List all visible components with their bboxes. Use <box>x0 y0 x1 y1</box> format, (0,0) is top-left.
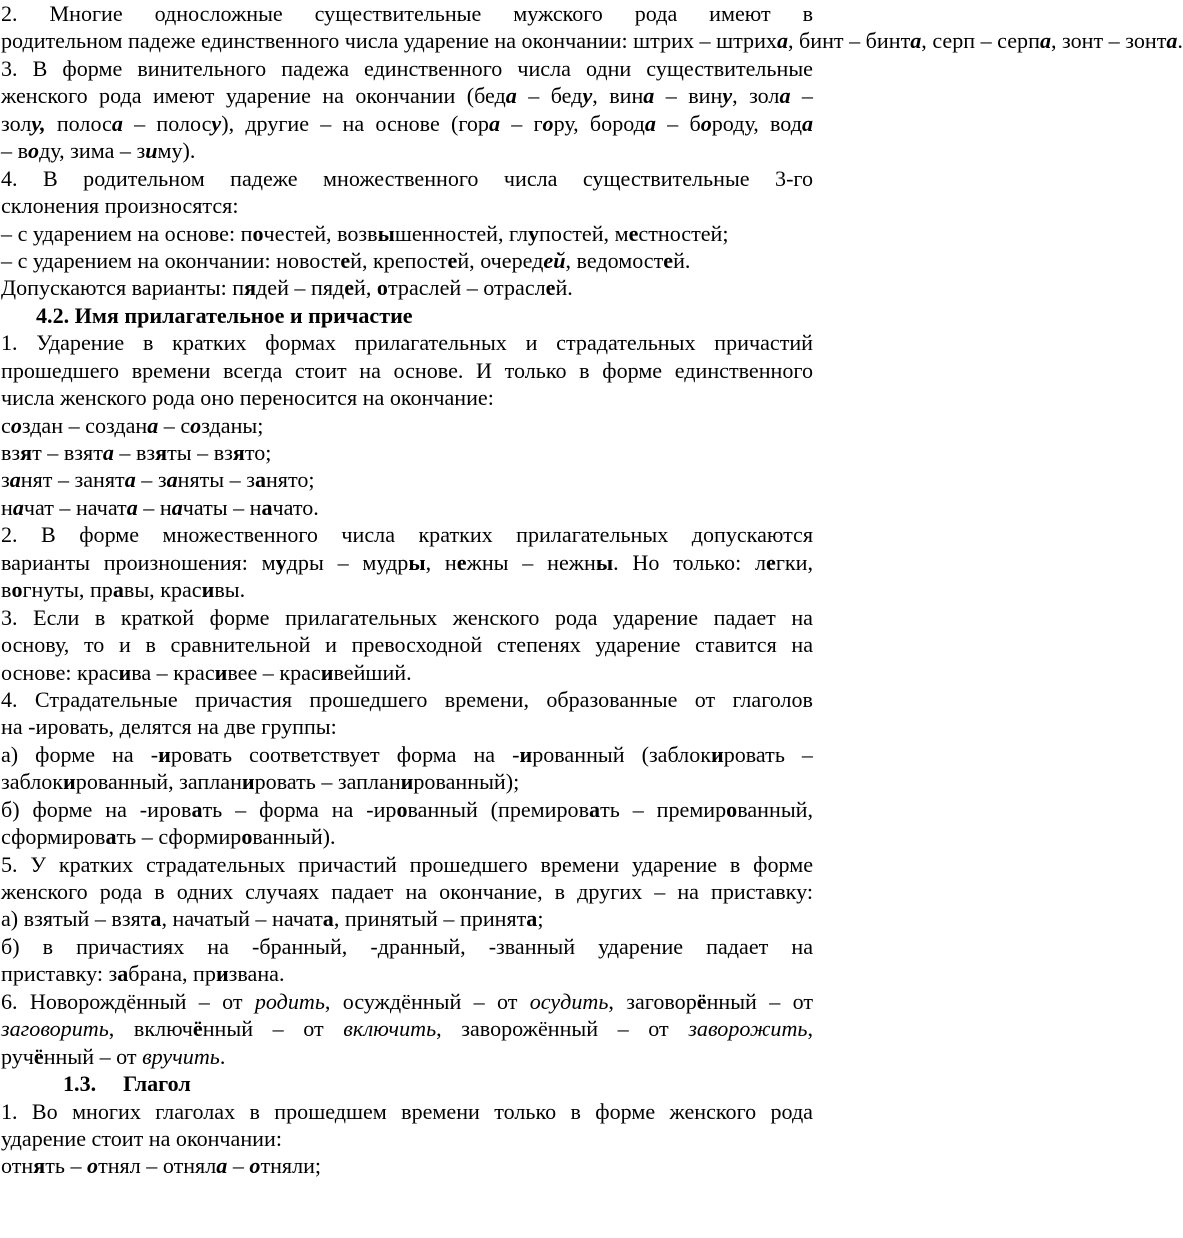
text-line <box>1 686 813 713</box>
text-run: родительном падеже единственного числа ударение на окончании: штрих – <box>1 28 717 54</box>
text-run: а) взятый – взят <box>1 906 151 932</box>
text-run: – з <box>135 467 167 493</box>
stressed-text: а <box>124 467 136 493</box>
text-run: , заговор <box>608 988 697 1014</box>
text-run: с <box>1 412 11 438</box>
text-run: 6. Новорождённый – от <box>1 988 255 1014</box>
text-run: , включ <box>108 1016 193 1042</box>
stressed-text: у <box>722 83 733 109</box>
stressed-text: 1.3. <box>63 1071 97 1097</box>
stressed-text: ё <box>33 1043 44 1069</box>
stressed-text: и <box>158 741 171 767</box>
text-run: тнял – отнял <box>98 1153 217 1179</box>
stressed-text: а <box>126 494 138 520</box>
text-run: ударение стоит на окончании: <box>1 1125 282 1151</box>
text-run: , серп – серп <box>921 28 1040 54</box>
stressed-text: а <box>322 906 334 932</box>
text-run: на -ировать, делятся на две группы: <box>1 714 337 740</box>
text-run: траслей – отрасл <box>387 275 546 301</box>
stressed-text: а <box>191 796 203 822</box>
text-run: , вин <box>592 83 644 109</box>
text-run: жны – нежн <box>466 549 596 575</box>
text-run: рованный (заблок <box>532 741 711 767</box>
text-run: – вин <box>654 83 723 109</box>
text-line <box>1 0 813 27</box>
text-line <box>1 1043 813 1070</box>
stressed-text: о <box>28 138 40 164</box>
stressed-text: о <box>542 110 554 136</box>
stressed-text: о <box>87 1153 99 1179</box>
stressed-text: вручить <box>142 1043 220 1069</box>
stressed-text: и <box>400 769 414 795</box>
text-run: му). <box>157 138 196 164</box>
text-run: ть – форма на -ир <box>202 796 397 822</box>
stressed-text: о <box>700 110 712 136</box>
text-line <box>1 412 813 439</box>
text-run: нято; <box>265 467 315 493</box>
text-run: б) в причастиях на -бранный, -дранный, -званный ударение падает на <box>1 933 813 959</box>
text-run: руч <box>1 1043 34 1069</box>
stressed-text: а <box>150 906 162 932</box>
text-run: ; <box>537 906 544 932</box>
text-line <box>1 1015 813 1042</box>
text-run: гки, <box>775 549 813 575</box>
text-run: гнуты, пр <box>22 577 113 603</box>
text-run: – с ударением на окончании: новост <box>1 247 341 273</box>
text-run: й, <box>354 275 377 301</box>
text-run: 3. Если в краткой форме прилагательных женского рода ударение падает на <box>1 604 813 630</box>
text-run: – с ударением на основе: п <box>1 220 253 246</box>
text-run: зол <box>1 110 32 136</box>
text-run: рованный, заплан <box>75 769 242 795</box>
stressed-text: е <box>340 247 351 273</box>
text-line <box>1 960 813 987</box>
text-run: ровать – <box>723 741 813 767</box>
stressed-text: у, <box>31 110 46 136</box>
stressed-text: а <box>505 83 517 109</box>
text-line <box>1 439 813 466</box>
text-run: 1. Во многих глаголах в прошедшем времени только в форме женского рода <box>1 1098 813 1124</box>
text-line <box>1 137 813 164</box>
text-run: – полос <box>122 110 212 136</box>
stressed-text: е <box>447 247 458 273</box>
text-run: ванный (премиров <box>407 796 590 822</box>
stressed-text: ей <box>543 247 566 273</box>
text-line <box>1 933 813 960</box>
text-run: 5. У кратких страдательных причастий прошедшего времени ударение в форме <box>1 851 813 877</box>
text-line <box>1 713 813 740</box>
stressed-text: о <box>190 412 202 438</box>
text-run: в <box>1 577 12 603</box>
stressed-text: а <box>12 494 24 520</box>
text-line <box>1 165 813 192</box>
text-line <box>1 549 813 576</box>
text-line <box>1 988 813 1015</box>
text-run: заблок <box>1 769 64 795</box>
stressed-text: я <box>33 1153 46 1179</box>
stressed-text: е <box>344 275 355 301</box>
text-run: шенностей, гл <box>394 220 528 246</box>
stressed-text: и <box>215 961 229 987</box>
text-run: ванный). <box>252 824 336 850</box>
text-run: стностей; <box>638 220 729 246</box>
text-run: чато. <box>272 494 319 520</box>
text-run: н <box>1 494 13 520</box>
stressed-text: Глагол <box>123 1071 191 1097</box>
stressed-text: и <box>214 659 228 685</box>
text-run: ванный, <box>737 796 814 822</box>
stressed-text: и <box>241 769 255 795</box>
text-run: – г <box>500 110 543 136</box>
text-run: отн <box>1 1153 34 1179</box>
text-run: , начатый – начат <box>161 906 323 932</box>
text-line <box>1 329 813 356</box>
stressed-text: а <box>488 110 500 136</box>
text-run: 2. Многие односложные существительные мужского рода имеют в <box>1 1 813 26</box>
stressed-text: ы <box>595 549 614 575</box>
stressed-text: я <box>20 440 33 465</box>
text-run: нный – от <box>43 1043 143 1069</box>
text-run: звана. <box>228 961 285 987</box>
text-run: постей, м <box>539 220 629 246</box>
text-run: ровать – заплан <box>254 769 401 795</box>
stressed-text: ё <box>696 988 707 1014</box>
stressed-text: а <box>216 1153 228 1179</box>
text-line <box>1 1152 813 1179</box>
text-run: , <box>807 1016 814 1042</box>
stressed-text: включить <box>343 1016 437 1042</box>
text-run: , зонт – зонт <box>1050 28 1167 54</box>
text-run: прошедшего времени всегда стоит на основе. И только в форме единственного <box>1 357 813 383</box>
text-run: Допускаются варианты: п <box>1 275 245 301</box>
stressed-text: и <box>145 138 158 164</box>
text-run: 4. В родительном падеже множественного числа существительные 3-го <box>1 165 813 191</box>
stressed-text: и <box>201 577 215 603</box>
text-run: 1. Ударение в кратких формах прилагательных и страдательных причастий <box>1 330 813 356</box>
text-line <box>1 384 813 411</box>
text-run: , ведомост <box>565 247 664 273</box>
section-heading <box>1 1070 813 1097</box>
text-run: т – взят <box>32 440 103 465</box>
stressed-text: а <box>105 824 117 850</box>
text-run: честей, возв <box>263 220 378 246</box>
text-line <box>1 82 813 109</box>
text-run: здан – создан <box>21 412 148 438</box>
text-run: – б <box>655 110 701 136</box>
text-run: склонения произносятся: <box>1 193 239 219</box>
text-run: вы, крас <box>123 577 202 603</box>
text-line <box>1 796 813 823</box>
stressed-text: о <box>10 412 22 438</box>
text-line <box>1 905 813 932</box>
text-run: й, крепост <box>350 247 448 273</box>
stressed-text: о <box>241 824 253 850</box>
stressed-text: а <box>261 494 273 520</box>
text-line <box>1 220 813 247</box>
stressed-text: а <box>111 110 123 136</box>
text-run: , бинт – бинт <box>788 28 911 54</box>
text-run: , заворожённый – от <box>436 1016 689 1042</box>
text-run: тняли; <box>260 1153 322 1179</box>
stressed-text: а <box>112 577 124 603</box>
text-line <box>1 823 813 850</box>
text-run: то; <box>244 440 272 465</box>
section-heading <box>1 302 813 329</box>
text-run: полос <box>45 110 112 136</box>
text-run: дей – пяд <box>256 275 345 301</box>
stressed-text: у <box>275 549 287 575</box>
stressed-text: у <box>582 83 593 109</box>
stressed-text: заговорить <box>1 1016 109 1042</box>
stressed-text: ё <box>192 1016 203 1042</box>
text-run: , н <box>425 549 457 575</box>
text-line <box>1 466 813 493</box>
text-run: няты – з <box>177 467 255 493</box>
text-run: ты – вз <box>167 440 233 465</box>
text-run: . <box>219 1043 226 1069</box>
text-run: вы. <box>214 577 246 603</box>
text-line <box>1 27 1183 54</box>
text-run: б) форме на -иров <box>1 796 192 822</box>
stressed-text: о <box>376 275 388 301</box>
stressed-text: а <box>589 796 601 822</box>
text-run: 2. В форме множественного числа кратких прилагательных допускаются <box>1 522 813 548</box>
text-run: а) форме на - <box>1 741 159 767</box>
text-run: женского рода имеют ударение на окончании (бед <box>1 83 506 109</box>
text-run: й. <box>555 275 573 301</box>
text-run: – н <box>137 494 172 520</box>
text-run: – <box>790 83 813 109</box>
stressed-text: а <box>102 440 114 465</box>
stressed-text: а <box>801 110 814 136</box>
stressed-text: а <box>117 961 129 987</box>
text-run: й, очеред <box>457 247 544 273</box>
stressed-text: и <box>710 741 724 767</box>
text-line <box>1 576 813 603</box>
stressed-text: у <box>211 110 222 136</box>
text-run: 4. Страдательные причастия прошедшего времени, образованные от глаголов <box>1 686 813 712</box>
stressed-text: е <box>456 549 467 575</box>
text-line <box>1 494 813 521</box>
stressed-text: осудить <box>529 988 609 1014</box>
text-run: брана, пр <box>128 961 216 987</box>
text-run: вее – крас <box>227 659 321 685</box>
text-run: . <box>1177 28 1183 54</box>
stressed-text: о <box>396 796 408 822</box>
stressed-text: а <box>644 110 656 136</box>
stressed-text: о <box>249 1153 261 1179</box>
stressed-text: а <box>171 494 183 520</box>
text-line <box>1 741 813 768</box>
text-run: основе: крас <box>1 659 119 685</box>
text-run: ть – премир <box>600 796 727 822</box>
stressed-text: а <box>643 83 655 109</box>
text-run: роду, вод <box>711 110 802 136</box>
stressed-text: о <box>252 220 264 246</box>
text-line <box>1 247 813 274</box>
text-run: , осуждённый – от <box>324 988 530 1014</box>
stressed-text: я <box>155 440 168 465</box>
text-run: приставку: з <box>1 961 118 987</box>
stressed-text: а <box>166 467 178 493</box>
text-run: рованный); <box>413 769 520 795</box>
text-run: зданы; <box>201 412 264 438</box>
text-run: – <box>227 1153 250 1179</box>
text-run: нный – от <box>202 1016 344 1042</box>
text-run: нный – от <box>706 988 814 1014</box>
stressed-text: и <box>63 769 76 795</box>
text-run: , принятый – принят <box>333 906 527 932</box>
stressed-text: я <box>232 440 245 465</box>
text-run: женского рода в одних случаях падает на окончание, в других – на приставку: <box>1 879 813 904</box>
text-run: числа женского рода оно переносится на окончание: <box>1 385 494 411</box>
stressed-text: и <box>519 741 533 767</box>
text-run: чат – начат <box>23 494 127 520</box>
stressed-text: о <box>11 577 23 603</box>
text-line <box>1 851 813 878</box>
stressed-text: а <box>526 906 538 932</box>
stressed-text: а <box>776 28 788 54</box>
stressed-text: а <box>779 83 791 109</box>
text-line <box>1 357 813 384</box>
text-run: вз <box>1 440 21 465</box>
stressed-text: е <box>663 247 674 273</box>
text-run: . Но только: л <box>613 549 767 575</box>
text-line <box>1 192 813 219</box>
stressed-text: у <box>528 220 540 246</box>
text-run: ), другие – на основе (гор <box>221 110 489 136</box>
stressed-text: а <box>254 467 266 493</box>
stressed-text: заворожить <box>688 1016 808 1042</box>
text-run: ру, бород <box>553 110 645 136</box>
text-run: штрих <box>716 28 777 54</box>
stressed-text: а <box>1039 28 1051 54</box>
text-line <box>1 110 813 137</box>
stressed-text: ы <box>408 549 426 575</box>
text-line <box>1 274 813 301</box>
text-run: – в <box>1 138 29 164</box>
stressed-text: а <box>1166 28 1178 54</box>
text-run: варианты произношения: м <box>1 549 276 575</box>
text-run: нят – занят <box>20 467 125 493</box>
text-line <box>1 55 813 82</box>
text-run: вейший. <box>333 659 412 685</box>
text-line <box>1 1098 813 1125</box>
text-line <box>1 659 813 686</box>
stressed-text: а <box>9 467 21 493</box>
stressed-text: е <box>545 275 556 301</box>
text-run: ть – <box>45 1153 88 1179</box>
stressed-text: а <box>147 412 159 438</box>
text-run: й. <box>673 247 691 273</box>
text-run: основу, то и в сравнительной и превосходной степенях ударение ставится на <box>1 632 813 658</box>
stressed-text: и <box>320 659 334 685</box>
text-line <box>1 768 813 795</box>
text-line <box>1 604 813 631</box>
stressed-text: ы <box>377 220 395 246</box>
text-line <box>1 878 813 905</box>
stressed-text: е <box>766 549 776 575</box>
text-run: – с <box>158 412 191 438</box>
stressed-text: а <box>910 28 922 54</box>
text-run: – бед <box>516 83 583 109</box>
stressed-text: я <box>244 275 257 301</box>
text-run: , зол <box>732 83 780 109</box>
text-run: 3. В форме винительного падежа единственного числа одни существительные <box>1 55 813 81</box>
text-run: дры – мудр <box>286 549 409 575</box>
stressed-text: родить <box>254 988 325 1014</box>
stressed-text: 4.2. Имя прилагательное и причастие <box>36 302 413 328</box>
text-run: ва – крас <box>131 659 215 685</box>
text-run: з <box>1 467 10 493</box>
text-run: ть – сформир <box>116 824 242 850</box>
text-run: чаты – н <box>182 494 262 520</box>
text-line <box>1 1125 813 1152</box>
stressed-text: и <box>118 659 132 685</box>
text-line <box>1 521 813 548</box>
stressed-text: е <box>628 220 639 246</box>
text-run: сформиров <box>1 824 106 850</box>
text-run: ду, зима – з <box>39 138 146 164</box>
stressed-text: о <box>726 796 738 822</box>
text-run: ровать соответствует форма на - <box>170 741 520 767</box>
text-run: – вз <box>113 440 156 465</box>
text-line <box>1 631 813 658</box>
